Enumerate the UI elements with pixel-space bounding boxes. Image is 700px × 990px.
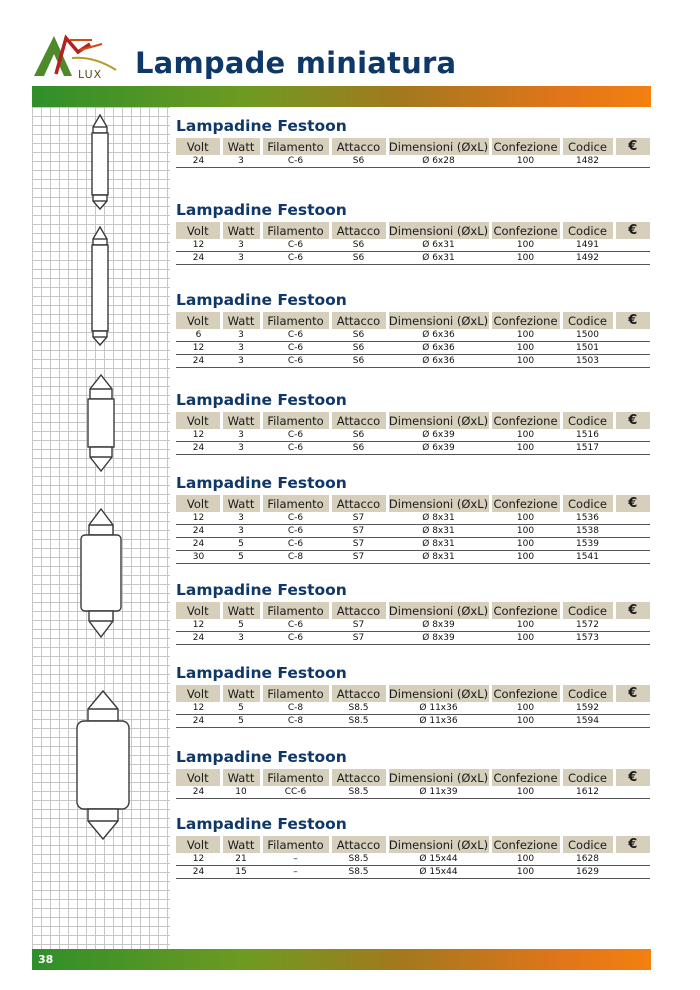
product-table (176, 602, 650, 645)
col-header-dimensioni: Dimensioni (ØxL) (388, 496, 489, 511)
page-header (0, 0, 700, 85)
cell-volt: 24 (176, 252, 221, 265)
table-header-row (176, 312, 650, 329)
table-row (176, 442, 650, 455)
cell-attacco: S8.5 (330, 853, 387, 866)
cell-codice: 1594 (561, 715, 614, 728)
col-header-codice: Codice (561, 836, 614, 853)
cell-watt: 3 (221, 442, 261, 455)
col-header-codice: Codice (561, 685, 614, 702)
cell-dimensioni: Ø 6x31 (387, 239, 490, 252)
cell-filamento: C-8 (261, 702, 330, 715)
cell-codice: 1612 (561, 786, 614, 799)
col-header-dimensioni: Dimensioni (ØxL) (388, 223, 489, 238)
cell-confezione: 100 (490, 512, 561, 525)
col-header-watt: Watt (221, 602, 261, 619)
cell-dimensioni: Ø 6x39 (387, 442, 490, 455)
cell-confezione: 100 (490, 551, 561, 564)
col-header-filamento: Filamento (261, 769, 330, 786)
cell-filamento: C-6 (261, 632, 330, 645)
cell-codice: 1503 (561, 355, 614, 368)
table-row (176, 252, 650, 265)
cell-dimensioni: Ø 8x31 (387, 551, 490, 564)
festoon-bulb-icon (77, 691, 129, 839)
cell-attacco: S6 (330, 429, 387, 442)
cell-volt: 24 (176, 155, 221, 168)
cell-volt: 12 (176, 342, 221, 355)
col-header-price: € (614, 685, 650, 702)
cell-confezione: 100 (490, 702, 561, 715)
cell-codice: 1482 (561, 155, 614, 168)
col-header-filamento: Filamento (261, 222, 330, 239)
festoon-bulb-icon (81, 509, 121, 637)
cell-confezione: 100 (490, 429, 561, 442)
cell-price (614, 632, 650, 645)
cell-codice: 1492 (561, 252, 614, 265)
cell-codice: 1573 (561, 632, 614, 645)
cell-dimensioni: Ø 11x36 (387, 702, 490, 715)
cell-price (614, 239, 650, 252)
cell-dimensioni: Ø 11x39 (387, 786, 490, 799)
ar-lux-logo (32, 30, 124, 82)
col-header-watt: Watt (221, 685, 261, 702)
cell-confezione: 100 (490, 538, 561, 551)
cell-dimensioni: Ø 6x31 (387, 252, 490, 265)
cell-volt: 24 (176, 538, 221, 551)
col-header-price: € (614, 412, 650, 429)
col-header-filamento: Filamento (261, 495, 330, 512)
cell-filamento: C-6 (261, 512, 330, 525)
table-header-row (176, 495, 650, 512)
cell-price (614, 342, 650, 355)
cell-price (614, 619, 650, 632)
col-header-dimensioni: Dimensioni (ØxL) (388, 770, 489, 785)
cell-codice: 1539 (561, 538, 614, 551)
col-header-volt: Volt (176, 412, 221, 429)
cell-dimensioni: Ø 8x31 (387, 538, 490, 551)
cell-attacco: S8.5 (330, 702, 387, 715)
product-section (176, 390, 650, 455)
cell-volt: 12 (176, 512, 221, 525)
cell-volt: 12 (176, 619, 221, 632)
table-row (176, 632, 650, 645)
col-header-dimensioni: Dimensioni (ØxL) (388, 686, 489, 701)
product-table (176, 685, 650, 728)
col-header-filamento: Filamento (261, 602, 330, 619)
col-header-price: € (614, 769, 650, 786)
col-header-dimensioni: Dimensioni (ØxL) (388, 313, 489, 328)
col-header-price: € (614, 836, 650, 853)
cell-codice: 1516 (561, 429, 614, 442)
cell-volt: 24 (176, 525, 221, 538)
cell-dimensioni: Ø 15x44 (387, 853, 490, 866)
col-header-attacco: Attacco (330, 495, 387, 512)
cell-confezione: 100 (490, 329, 561, 342)
table-row (176, 342, 650, 355)
cell-filamento: C-6 (261, 429, 330, 442)
bulb-illustration-panel (32, 107, 170, 949)
col-header-attacco: Attacco (330, 602, 387, 619)
product-table (176, 222, 650, 265)
cell-attacco: S6 (330, 342, 387, 355)
col-header-price: € (614, 138, 650, 155)
section-title: Lampadine Festoon (176, 201, 347, 219)
cell-confezione: 100 (490, 715, 561, 728)
cell-dimensioni: Ø 15x44 (387, 866, 490, 879)
cell-price (614, 538, 650, 551)
cell-codice: 1501 (561, 342, 614, 355)
col-header-volt: Volt (176, 769, 221, 786)
cell-volt: 30 (176, 551, 221, 564)
col-header-confezione: Confezione (490, 138, 561, 155)
col-header-volt: Volt (176, 312, 221, 329)
festoon-bulb-icon (88, 375, 114, 471)
cell-attacco: S8.5 (330, 866, 387, 879)
col-header-codice: Codice (561, 602, 614, 619)
cell-watt: 3 (221, 429, 261, 442)
col-header-confezione: Confezione (490, 495, 561, 512)
col-header-dimensioni: Dimensioni (ØxL) (388, 413, 489, 428)
cell-price (614, 252, 650, 265)
table-row (176, 619, 650, 632)
col-header-attacco: Attacco (330, 312, 387, 329)
cell-watt: 5 (221, 619, 261, 632)
festoon-bulbs-illustration (32, 107, 170, 949)
cell-watt: 5 (221, 551, 261, 564)
cell-dimensioni: Ø 8x39 (387, 632, 490, 645)
section-title: Lampadine Festoon (176, 391, 347, 409)
cell-dimensioni: Ø 6x36 (387, 342, 490, 355)
cell-filamento: C-8 (261, 715, 330, 728)
cell-watt: 5 (221, 702, 261, 715)
col-header-filamento: Filamento (261, 836, 330, 853)
col-header-dimensioni: Dimensioni (ØxL) (388, 603, 489, 618)
cell-attacco: S7 (330, 551, 387, 564)
cell-confezione: 100 (490, 853, 561, 866)
table-header-row (176, 769, 650, 786)
col-header-filamento: Filamento (261, 412, 330, 429)
col-header-confezione: Confezione (490, 312, 561, 329)
cell-price (614, 702, 650, 715)
col-header-attacco: Attacco (330, 412, 387, 429)
cell-filamento: C-6 (261, 442, 330, 455)
logo-lux-text: LUX (78, 68, 103, 81)
festoon-bulb-icon (92, 227, 108, 345)
section-title: Lampadine Festoon (176, 117, 347, 135)
col-header-watt: Watt (221, 138, 261, 155)
product-table (176, 836, 650, 879)
cell-attacco: S7 (330, 512, 387, 525)
col-header-watt: Watt (221, 836, 261, 853)
cell-price (614, 355, 650, 368)
cell-codice: 1536 (561, 512, 614, 525)
col-header-confezione: Confezione (490, 222, 561, 239)
cell-price (614, 442, 650, 455)
product-table (176, 312, 650, 368)
cell-confezione: 100 (490, 442, 561, 455)
cell-watt: 3 (221, 155, 261, 168)
product-table (176, 769, 650, 799)
cell-price (614, 429, 650, 442)
col-header-attacco: Attacco (330, 685, 387, 702)
cell-attacco: S6 (330, 355, 387, 368)
cell-attacco: S7 (330, 632, 387, 645)
col-header-codice: Codice (561, 495, 614, 512)
table-header-row (176, 602, 650, 619)
cell-attacco: S8.5 (330, 786, 387, 799)
cell-price (614, 866, 650, 879)
cell-filamento: C-6 (261, 252, 330, 265)
col-header-codice: Codice (561, 412, 614, 429)
cell-dimensioni: Ø 6x28 (387, 155, 490, 168)
cell-filamento: C-6 (261, 239, 330, 252)
cell-filamento: – (261, 853, 330, 866)
col-header-attacco: Attacco (330, 836, 387, 853)
product-section (176, 473, 650, 564)
cell-confezione: 100 (490, 619, 561, 632)
festoon-bulb-icon (92, 115, 108, 209)
cell-attacco: S8.5 (330, 715, 387, 728)
cell-volt: 24 (176, 786, 221, 799)
cell-volt: 12 (176, 239, 221, 252)
cell-dimensioni: Ø 11x36 (387, 715, 490, 728)
cell-dimensioni: Ø 8x31 (387, 512, 490, 525)
cell-dimensioni: Ø 6x39 (387, 429, 490, 442)
cell-volt: 12 (176, 429, 221, 442)
col-header-watt: Watt (221, 495, 261, 512)
cell-codice: 1517 (561, 442, 614, 455)
section-title: Lampadine Festoon (176, 291, 347, 309)
cell-price (614, 525, 650, 538)
table-row (176, 512, 650, 525)
section-title: Lampadine Festoon (176, 748, 347, 766)
cell-confezione: 100 (490, 525, 561, 538)
cell-volt: 24 (176, 632, 221, 645)
cell-price (614, 155, 650, 168)
col-header-codice: Codice (561, 312, 614, 329)
col-header-volt: Volt (176, 495, 221, 512)
product-table (176, 138, 650, 168)
table-row (176, 786, 650, 799)
top-gradient-bar (32, 86, 651, 107)
col-header-watt: Watt (221, 312, 261, 329)
col-header-confezione: Confezione (490, 602, 561, 619)
cell-watt: 5 (221, 715, 261, 728)
col-header-attacco: Attacco (330, 769, 387, 786)
col-header-volt: Volt (176, 836, 221, 853)
col-header-price: € (614, 312, 650, 329)
table-row (176, 429, 650, 442)
cell-watt: 3 (221, 342, 261, 355)
table-header-row (176, 222, 650, 239)
table-row (176, 155, 650, 168)
col-header-confezione: Confezione (490, 685, 561, 702)
cell-watt: 3 (221, 252, 261, 265)
cell-watt: 15 (221, 866, 261, 879)
col-header-codice: Codice (561, 769, 614, 786)
cell-codice: 1500 (561, 329, 614, 342)
cell-volt: 24 (176, 715, 221, 728)
cell-watt: 3 (221, 239, 261, 252)
cell-attacco: S6 (330, 252, 387, 265)
cell-dimensioni: Ø 8x39 (387, 619, 490, 632)
cell-volt: 6 (176, 329, 221, 342)
cell-filamento: – (261, 866, 330, 879)
cell-filamento: C-6 (261, 329, 330, 342)
bottom-gradient-bar (32, 949, 651, 970)
col-header-attacco: Attacco (330, 222, 387, 239)
cell-attacco: S7 (330, 538, 387, 551)
cell-dimensioni: Ø 8x31 (387, 525, 490, 538)
page-title: Lampade miniatura (135, 46, 457, 80)
cell-confezione: 100 (490, 632, 561, 645)
table-row (176, 538, 650, 551)
product-section (176, 580, 650, 645)
cell-attacco: S7 (330, 619, 387, 632)
table-header-row (176, 836, 650, 853)
cell-price (614, 551, 650, 564)
cell-attacco: S6 (330, 442, 387, 455)
cell-price (614, 853, 650, 866)
col-header-volt: Volt (176, 685, 221, 702)
table-row (176, 853, 650, 866)
product-section (176, 663, 650, 728)
table-row (176, 551, 650, 564)
col-header-confezione: Confezione (490, 412, 561, 429)
product-section (176, 814, 650, 879)
cell-volt: 24 (176, 355, 221, 368)
col-header-price: € (614, 602, 650, 619)
cell-confezione: 100 (490, 252, 561, 265)
col-header-price: € (614, 222, 650, 239)
product-section (176, 747, 650, 799)
cell-codice: 1592 (561, 702, 614, 715)
cell-price (614, 715, 650, 728)
product-section (176, 200, 650, 265)
table-row (176, 239, 650, 252)
table-row (176, 702, 650, 715)
product-section (176, 290, 650, 368)
cell-filamento: C-6 (261, 342, 330, 355)
cell-codice: 1538 (561, 525, 614, 538)
cell-watt: 3 (221, 355, 261, 368)
cell-codice: 1541 (561, 551, 614, 564)
section-title: Lampadine Festoon (176, 474, 347, 492)
col-header-volt: Volt (176, 138, 221, 155)
col-header-filamento: Filamento (261, 312, 330, 329)
page-number: 38 (38, 953, 54, 966)
table-row (176, 525, 650, 538)
product-section (176, 116, 650, 168)
cell-volt: 12 (176, 702, 221, 715)
cell-watt: 5 (221, 538, 261, 551)
col-header-codice: Codice (561, 222, 614, 239)
col-header-attacco: Attacco (330, 138, 387, 155)
col-header-watt: Watt (221, 222, 261, 239)
cell-attacco: S6 (330, 329, 387, 342)
cell-confezione: 100 (490, 239, 561, 252)
col-header-dimensioni: Dimensioni (ØxL) (388, 139, 489, 154)
col-header-volt: Volt (176, 602, 221, 619)
cell-price (614, 512, 650, 525)
section-title: Lampadine Festoon (176, 581, 347, 599)
cell-watt: 3 (221, 329, 261, 342)
cell-price (614, 329, 650, 342)
cell-confezione: 100 (490, 786, 561, 799)
cell-filamento: C-6 (261, 155, 330, 168)
col-header-filamento: Filamento (261, 685, 330, 702)
cell-volt: 24 (176, 866, 221, 879)
cell-watt: 3 (221, 632, 261, 645)
cell-attacco: S6 (330, 155, 387, 168)
col-header-dimensioni: Dimensioni (ØxL) (388, 837, 489, 852)
cell-confezione: 100 (490, 155, 561, 168)
cell-attacco: S6 (330, 239, 387, 252)
cell-filamento: C-6 (261, 525, 330, 538)
table-header-row (176, 412, 650, 429)
cell-filamento: C-6 (261, 355, 330, 368)
cell-confezione: 100 (490, 355, 561, 368)
table-row (176, 715, 650, 728)
cell-codice: 1629 (561, 866, 614, 879)
cell-price (614, 786, 650, 799)
cell-filamento: C-8 (261, 551, 330, 564)
col-header-watt: Watt (221, 769, 261, 786)
table-row (176, 329, 650, 342)
col-header-confezione: Confezione (490, 836, 561, 853)
cell-watt: 21 (221, 853, 261, 866)
cell-codice: 1572 (561, 619, 614, 632)
col-header-filamento: Filamento (261, 138, 330, 155)
cell-confezione: 100 (490, 866, 561, 879)
cell-codice: 1491 (561, 239, 614, 252)
cell-confezione: 100 (490, 342, 561, 355)
cell-codice: 1628 (561, 853, 614, 866)
cell-volt: 24 (176, 442, 221, 455)
section-title: Lampadine Festoon (176, 664, 347, 682)
cell-watt: 3 (221, 512, 261, 525)
cell-watt: 3 (221, 525, 261, 538)
product-table (176, 412, 650, 455)
cell-dimensioni: Ø 6x36 (387, 355, 490, 368)
cell-attacco: S7 (330, 525, 387, 538)
table-row (176, 866, 650, 879)
col-header-volt: Volt (176, 222, 221, 239)
section-title: Lampadine Festoon (176, 815, 347, 833)
table-header-row (176, 685, 650, 702)
cell-volt: 12 (176, 853, 221, 866)
col-header-price: € (614, 495, 650, 512)
col-header-watt: Watt (221, 412, 261, 429)
col-header-confezione: Confezione (490, 769, 561, 786)
product-table (176, 495, 650, 564)
cell-filamento: C-6 (261, 538, 330, 551)
cell-watt: 10 (221, 786, 261, 799)
col-header-codice: Codice (561, 138, 614, 155)
table-header-row (176, 138, 650, 155)
cell-dimensioni: Ø 6x36 (387, 329, 490, 342)
cell-filamento: CC-6 (261, 786, 330, 799)
table-row (176, 355, 650, 368)
cell-filamento: C-6 (261, 619, 330, 632)
